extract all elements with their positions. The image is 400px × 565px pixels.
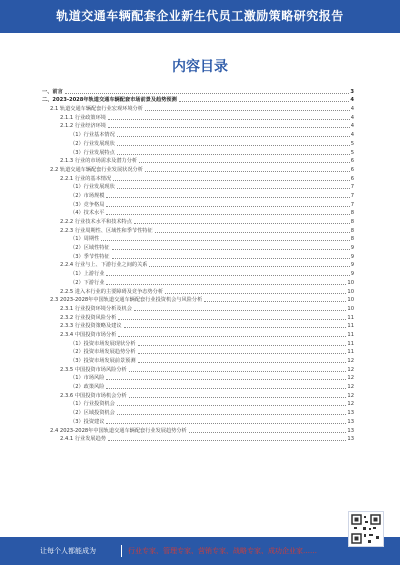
toc-leader-dots	[138, 361, 347, 363]
toc-leader-dots	[124, 326, 347, 328]
toc-entry-page: 10	[347, 305, 354, 312]
toc-leader-dots	[165, 292, 346, 294]
toc-entry-label: （3）季节性特征	[70, 253, 110, 260]
toc-entry[interactable]	[42, 95, 354, 104]
qr-code-graphic	[349, 512, 383, 546]
toc-entry[interactable]	[42, 251, 354, 260]
toc-entry-label: （2）政策风险	[70, 384, 105, 391]
toc-entry[interactable]	[42, 399, 354, 408]
toc-entry-page: 13	[347, 418, 354, 425]
toc-entry-label: 2.2 轨道交通车辆配套行业发展状况分析	[50, 166, 143, 173]
toc-entry-page: 11	[347, 323, 354, 330]
toc-entry-page: 12	[347, 366, 354, 373]
toc-leader-dots	[139, 161, 350, 163]
toc-entry-label: （1）行业发展现状	[70, 184, 115, 191]
toc-entry-page: 6	[350, 175, 354, 182]
table-of-contents	[42, 86, 354, 522]
toc-entry-page: 4	[350, 97, 354, 104]
toc-entry-label: 2.2.2 行业技术水平和技术特点	[60, 219, 132, 225]
toc-entry-page: 4	[350, 132, 354, 139]
toc-entry[interactable]	[42, 434, 354, 443]
toc-leader-dots	[189, 431, 347, 433]
toc-entry-page: 10	[347, 297, 354, 304]
toc-entry[interactable]	[42, 364, 354, 373]
toc-entry[interactable]	[42, 355, 354, 364]
toc-leader-dots	[145, 109, 350, 111]
toc-entry-label: （3）竞争格局	[70, 201, 105, 208]
toc-leader-dots	[112, 257, 350, 259]
toc-entry-page: 13	[347, 436, 354, 443]
toc-entry[interactable]	[42, 182, 354, 191]
toc-leader-dots	[108, 118, 350, 120]
toc-leader-dots	[117, 187, 350, 189]
toc-leader-dots	[106, 274, 349, 276]
toc-entry[interactable]	[42, 234, 354, 243]
toc-entry-page: 12	[347, 375, 354, 382]
toc-entry-page: 8	[350, 227, 354, 234]
toc-entry-page: 11	[347, 331, 354, 338]
toc-entry[interactable]	[42, 173, 354, 182]
toc-entry[interactable]	[42, 303, 354, 312]
toc-leader-dots	[179, 100, 350, 102]
footer-bar	[0, 537, 400, 565]
toc-entry[interactable]	[42, 138, 354, 147]
toc-entry[interactable]	[42, 121, 354, 130]
toc-entry-page: 9	[350, 262, 354, 269]
toc-leader-dots	[118, 318, 346, 320]
toc-entry-page: 4	[350, 106, 354, 113]
footer-divider	[121, 545, 122, 557]
toc-leader-dots	[106, 422, 346, 424]
toc-entry[interactable]	[42, 407, 354, 416]
toc-entry-label: 一、前言	[42, 88, 63, 95]
toc-entry-label: 2.2.1 行业的基本情况	[60, 175, 112, 182]
toc-entry[interactable]	[42, 321, 354, 330]
toc-entry-page: 13	[347, 410, 354, 417]
toc-entry[interactable]	[42, 312, 354, 321]
toc-entry-label: （2）下游行业	[70, 279, 105, 286]
footer-slogan: 让每个人都能成为	[40, 547, 96, 555]
toc-entry-page: 12	[347, 401, 354, 408]
toc-entry[interactable]	[42, 156, 354, 165]
toc-entry-page: 11	[347, 340, 354, 347]
toc-leader-dots	[129, 370, 347, 372]
toc-leader-dots	[101, 239, 349, 241]
toc-leader-dots	[106, 205, 349, 207]
toc-leader-dots	[108, 126, 350, 128]
toc-entry[interactable]	[42, 295, 354, 304]
toc-entry-label: （2）区域性特征	[70, 245, 110, 252]
toc-entry-label: （1）上游行业	[70, 271, 105, 278]
toc-entry-label: 2.3.2 行业投资风险分析	[60, 314, 117, 321]
toc-entry[interactable]	[42, 260, 354, 269]
toc-entry-page: 9	[350, 245, 354, 252]
toc-entry[interactable]	[42, 208, 354, 217]
toc-entry[interactable]	[42, 86, 354, 95]
toc-entry-page: 12	[347, 392, 354, 399]
toc-entry-label: （2）区域投资机会	[70, 410, 115, 417]
toc-entry-label: （1）投资市场发展现状分析	[70, 340, 136, 347]
toc-entry-page: 6	[350, 158, 354, 165]
toc-entry-label: 2.3.6 中国投资市场机会分析	[60, 392, 127, 399]
toc-entry-label: （3）行业发展特点	[70, 149, 115, 156]
toc-leader-dots	[138, 352, 347, 354]
toc-entry-label: （2）市场规模	[70, 192, 105, 199]
toc-entry-page: 7	[350, 184, 354, 191]
toc-entry-label: 2.3 2023-2028年中国轨道交通车辆配套行业投资机会与风险分析	[50, 297, 203, 304]
toc-leader-dots	[204, 300, 346, 302]
toc-entry-page: 12	[347, 358, 354, 364]
toc-entry-page: 7	[350, 192, 354, 199]
toc-entry[interactable]	[42, 425, 354, 434]
toc-entry[interactable]	[42, 112, 354, 121]
toc-entry-label: 2.2.3 行业周期性、区域性和季节性特征	[60, 227, 153, 234]
toc-entry-page: 11	[347, 314, 354, 321]
toc-entry-label: （1）周期性	[70, 236, 100, 243]
toc-entry-label: 2.3.3 行业投资策略及建议	[60, 323, 122, 330]
toc-entry-label: 2.2.5 进入本行业的主要障碍及竞争态势分析	[60, 288, 164, 295]
toc-entry[interactable]	[42, 268, 354, 277]
toc-entry[interactable]	[42, 373, 354, 382]
toc-entry-label: 2.4.1 行业发展趋势	[60, 436, 106, 443]
toc-entry[interactable]	[42, 147, 354, 156]
toc-entry-page: 9	[350, 253, 354, 260]
toc-leader-dots	[117, 144, 350, 146]
toc-entry-page: 10	[347, 288, 354, 295]
toc-entry[interactable]	[42, 216, 354, 225]
toc-entry-label: 二、2023-2028年轨道交通车辆配套市场前景及趋势预测	[42, 97, 177, 104]
toc-leader-dots	[112, 248, 350, 250]
toc-entry-label: 2.3.5 中国投资市场风险分析	[60, 366, 127, 373]
toc-entry-page: 9	[350, 271, 354, 278]
toc-leader-dots	[129, 396, 347, 398]
toc-entry-page: 5	[350, 149, 354, 156]
toc-entry-page: 4	[350, 114, 354, 121]
toc-entry-page: 8	[350, 219, 354, 225]
toc-entry-label: 2.1 轨道交通车辆配套行业宏观环境分析	[50, 106, 143, 113]
toc-entry-label: 2.3.4 中国投资市场分析	[60, 331, 117, 338]
toc-entry[interactable]	[42, 390, 354, 399]
toc-entry-page: 5	[350, 140, 354, 147]
toc-leader-dots	[134, 222, 350, 224]
toc-entry[interactable]	[42, 164, 354, 173]
toc-leader-dots	[145, 170, 350, 172]
toc-leader-dots	[113, 179, 350, 181]
toc-entry-label: （3）投资建议	[70, 418, 105, 425]
toc-entry-page: 11	[347, 349, 354, 356]
toc-entry[interactable]	[42, 129, 354, 138]
toc-entry-label: 2.1.2 行业经济环境	[60, 123, 106, 130]
toc-entry-page: 7	[350, 201, 354, 208]
toc-entry[interactable]	[42, 277, 354, 286]
toc-entry-page: 8	[350, 210, 354, 217]
toc-entry-label: 2.2.4 行业与上、下游行业之间的关系	[60, 262, 148, 269]
toc-entry-page: 6	[350, 166, 354, 173]
toc-entry-page: 4	[350, 123, 354, 130]
toc-entry[interactable]	[42, 199, 354, 208]
toc-leader-dots	[65, 92, 350, 94]
toc-entry[interactable]	[42, 103, 354, 112]
toc-entry-label: （2）投资市场发展趋势分析	[70, 349, 136, 356]
toc-entry-label: （2）行业发展现状	[70, 140, 115, 147]
toc-leader-dots	[117, 413, 347, 415]
toc-entry[interactable]	[42, 225, 354, 234]
page-title: 内容目录	[172, 59, 228, 75]
toc-leader-dots	[106, 213, 349, 215]
toc-entry[interactable]	[42, 338, 354, 347]
toc-leader-dots	[155, 231, 350, 233]
toc-entry-label: 2.1.1 行业政策环境	[60, 114, 106, 121]
toc-entry[interactable]	[42, 329, 354, 338]
toc-entry[interactable]	[42, 286, 354, 295]
toc-entry[interactable]	[42, 381, 354, 390]
toc-entry-label: （4）技术水平	[70, 210, 105, 217]
toc-entry[interactable]	[42, 242, 354, 251]
toc-entry-page: 8	[350, 236, 354, 243]
toc-entry-label: （1）市场风险	[70, 375, 105, 382]
toc-leader-dots	[134, 309, 346, 311]
toc-leader-dots	[117, 135, 350, 137]
toc-leader-dots	[108, 439, 346, 441]
toc-entry-page: 3	[350, 88, 354, 95]
toc-entry-label: 2.3.1 行业投资环境分析及机会	[60, 305, 132, 312]
header-bar	[0, 0, 400, 33]
toc-leader-dots	[118, 335, 346, 337]
toc-leader-dots	[106, 378, 346, 380]
toc-entry-label: 2.4 2023-2028年中国轨道交通车辆配套行业发展趋势分析	[50, 427, 187, 434]
toc-leader-dots	[117, 404, 347, 406]
toc-leader-dots	[106, 196, 349, 198]
toc-leader-dots	[106, 283, 346, 285]
toc-entry[interactable]	[42, 190, 354, 199]
toc-leader-dots	[117, 153, 350, 155]
qr-code-icon	[348, 511, 384, 547]
footer-tagline: 行业专家、管理专家、营销专家、战略专家、成功企业家……	[128, 547, 317, 555]
toc-entry-page: 10	[347, 279, 354, 286]
toc-entry-page: 12	[347, 384, 354, 391]
toc-entry-page: 13	[347, 427, 354, 434]
toc-leader-dots	[138, 344, 347, 346]
toc-leader-dots	[149, 265, 349, 267]
report-title: 轨道交通车辆配套企业新生代员工激励策略研究报告	[56, 9, 344, 23]
toc-leader-dots	[106, 387, 346, 389]
toc-entry[interactable]	[42, 347, 354, 356]
toc-entry-label: （3）投资市场发展前景预测	[70, 358, 136, 364]
toc-entry-label: （1）行业投资机会	[70, 401, 115, 408]
toc-entry-label: 2.1.3 行业的市场需求及潜力分析	[60, 158, 138, 165]
toc-entry[interactable]	[42, 416, 354, 425]
toc-entry-label: （1）行业基本情况	[70, 132, 115, 139]
